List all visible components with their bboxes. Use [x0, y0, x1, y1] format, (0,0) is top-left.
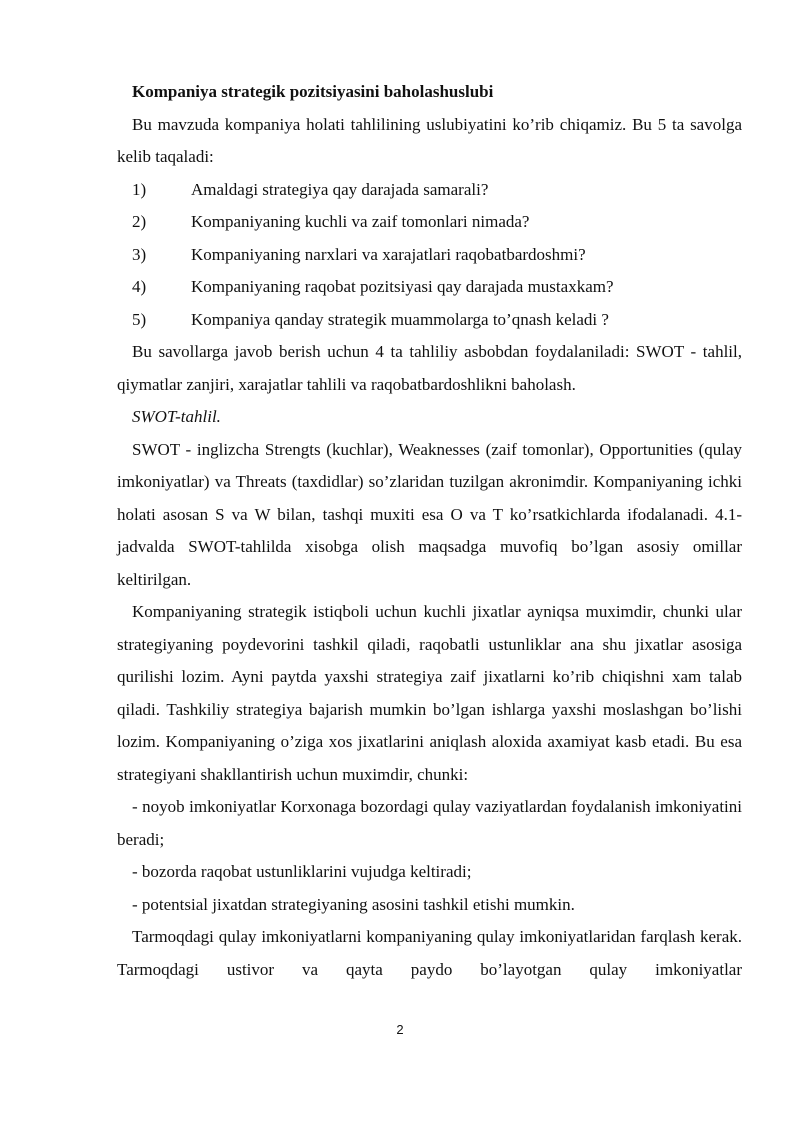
- list-item-number: 3): [132, 244, 147, 264]
- strengths-paragraph: Kompaniyaning strategik istiqboli uchun kuchli jixatlar ayniqsa muximdir, chunki ular strategiyaning poydevorini tashkil qiladi, raqobatli ustunliklar ana shu jixatlar asosiga qurilishi lozim. Ayni paytda yaxshi strategiya zaif jixatlarni ko’rib chiqishni xam talab qiladi. Tashkiliy strategiya bajarish mumkin bo’lgan ishlarga yaxshi moslashgan bo’lishi lozim. Kompaniyaning o’ziga xos jixatlarini aniqlash aloxida axamiyat kasb etadi. Bu esa strategiyani shakllantirish uchun muximdir, chunki:: [117, 602, 742, 784]
- intro-paragraph: Bu mavzuda kompaniya holati tahlilining uslubiyatini ko’rib chiqamiz. Bu 5 ta savolga kelib taqaladi:: [117, 114, 742, 166]
- bullet-item: - potentsial jixatdan strategiyaning asosini tashkil etishi mumkin.: [132, 894, 575, 914]
- closing-paragraph: Tarmoqdagi qulay imkoniyatlarni kompaniyaning qulay imkoniyatlaridan farqlash kerak. Tarmoqdagi ustivor va qayta paydo bo’layotgan qulay imkoniyatlar: [117, 927, 742, 979]
- list-item: [117, 304, 742, 337]
- list-item-text: Kompaniyaning kuchli va zaif tomonlari nimada?: [191, 212, 530, 231]
- list-item-text: Kompaniyaning narxlari va xarajatlari raqobatbardoshmi?: [191, 244, 586, 264]
- swot-subheading: SWOT-tahlil.: [132, 407, 221, 426]
- bullet-item: - bozorda raqobat ustunliklarini vujudga keltiradi;: [132, 862, 472, 881]
- list-item-number: 4): [132, 277, 147, 296]
- page-number: 2: [396, 1022, 404, 1037]
- list-item-number: 5): [132, 309, 147, 329]
- list-item-number: 2): [132, 212, 147, 231]
- list-item: [117, 239, 742, 272]
- swot-paragraph: SWOT - inglizcha Strengts (kuchlar), Weaknesses (zaif tomonlar), Opportunities (qulay imkoniyatlar) va Threats (taxdidlar) so’zlaridan tuzilgan akronimdir. Kompaniyaning ichki holati asosan S va W bilan, tashqi muxiti esa O va T ko’rsatkichlarda ifodalanadi. 4.1-jadvalda SWOT-tahlilda xisobga olish maqsadga muvofiq bo’lgan asosiy omillar keltirilgan.: [117, 439, 742, 589]
- list-item: [117, 174, 742, 207]
- list-item-text: Kompaniyaning raqobat pozitsiyasi qay darajada mustaxkam?: [191, 277, 614, 296]
- tools-paragraph: Bu savollarga javob berish uchun 4 ta tahliliy asbobdan foydalaniladi: SWOT - tahlil, qiymatlar zanjiri, xarajatlar tahlili va raqobatbardoshlikni baholash.: [117, 342, 742, 394]
- list-item: [117, 206, 742, 239]
- section-heading: Kompaniya strategik pozitsiyasini baholashuslubi: [132, 82, 494, 101]
- questions-list: [117, 174, 742, 337]
- list-item-text: Amaldagi strategiya qay darajada samarali?: [191, 179, 489, 199]
- list-item-number: 1): [132, 179, 147, 199]
- list-item: [117, 271, 742, 304]
- list-item-text: Kompaniya qanday strategik muammolarga to’qnash keladi ?: [191, 309, 609, 329]
- bullet-item: - noyob imkoniyatlar Korxonaga bozordagi qulay vaziyatlardan foydalanish imkoniyatini beradi;: [117, 797, 742, 849]
